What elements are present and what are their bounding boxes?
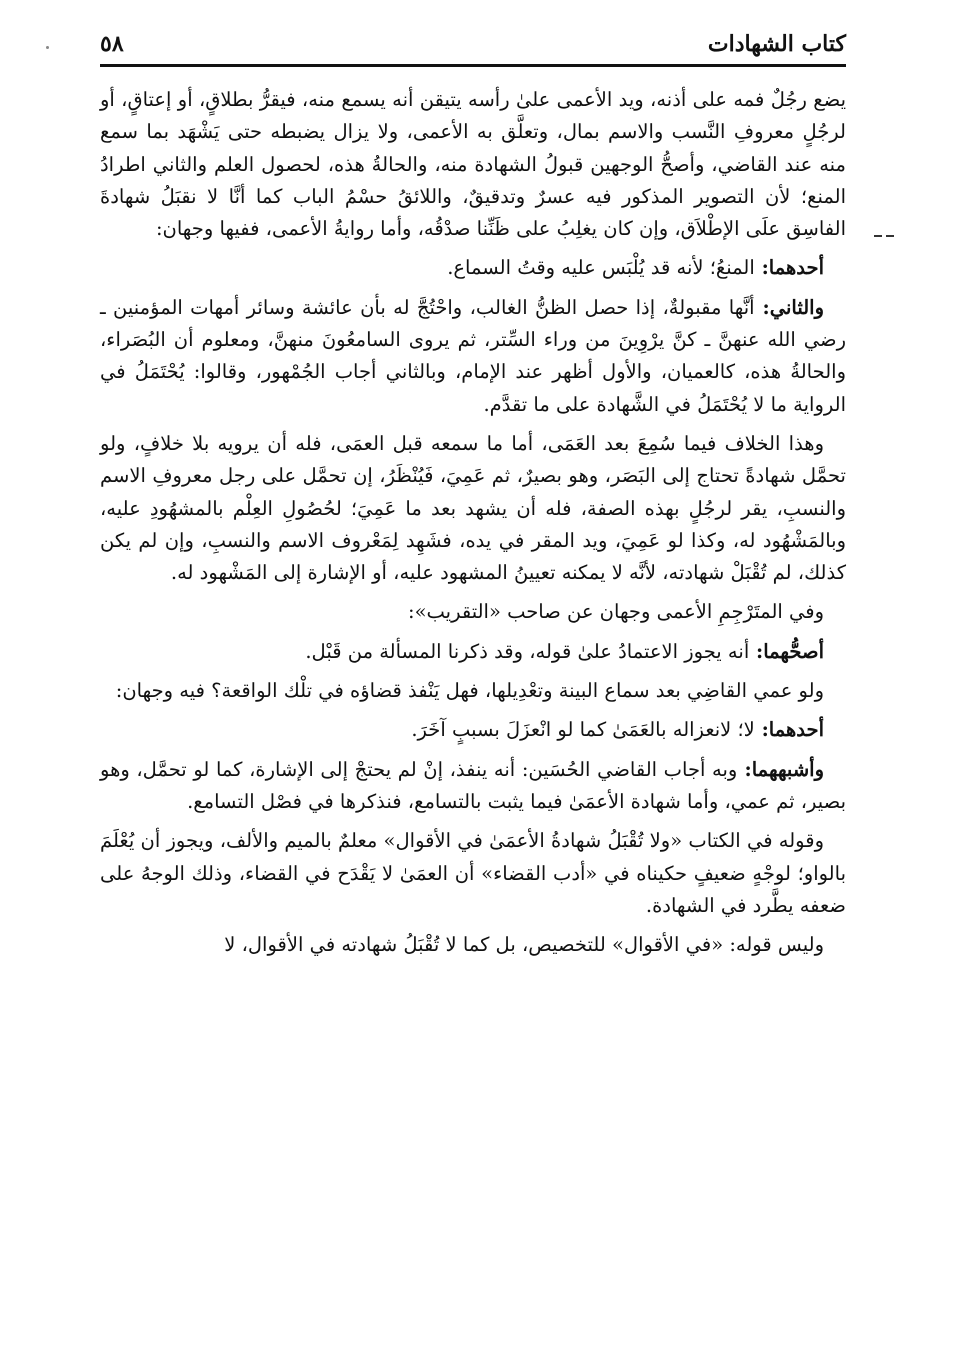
paragraph-9 — [100, 754, 846, 819]
paragraph-3 — [100, 292, 846, 421]
paragraph-10 — [100, 825, 846, 922]
paragraph-11 — [100, 929, 846, 961]
paragraph-text: وقوله في الكتاب «ولا تُقْبَلُ شهادةُ الأعمَىٰ في الأقوال» معلمٌ بالميم والألف، ويجوز أن يُعْلَمَ بالواو؛ لوجْهٍ ضعيفٍ حكيناه في «أدب القضاء» أن العمَىٰ لا يَقْدَح في القضاء، وذلك الوجهُ على ضعفه يطَّرد في الشهادة. — [100, 829, 846, 917]
paragraph-lead: أحدهما: — [754, 718, 824, 742]
paragraph-text: أنَّها مقبولةٌ، إذا حصل الظنُّ الغالب، واحْتُجَّ له بأن عائشة وسائر أمهات المؤمنين ـ رضي الله عنهنَّ ـ كنَّ يرْوِينَ من وراء السِّتر، ثم يروى السامعُونَ منهنَّ، ومعلوم أن البُصَراء، والحالةُ هذه، كالعميان، والأول أظهر عند الإمام، وبالثاني أجاب الجُمْهور، وقالوا: يُحْتَمَلُ في الرواية ما لا يُحْتَمَلُ في الشَّهادة على ما تقدَّم. — [100, 295, 846, 416]
paragraph-text: وهذا الخلاف فيما سُمِعَ بعد العَمَى، أما ما سمعه قبل العمَى، فله أن يرويه بلا خلافٍ، ولو تحمَّل شهادةً تحتاج إلى البَصَر، وهو بصيرٌ، ثم عَمِيَ، فَيُنْظَرُ، إن تحمَّل على رجل معروفِ الاسم والنسبِ، يقر لرجُلٍ بهذه الصفة، فله أن يشهد بعد ما عَمِيَ؛ لحُصُولِ العِلْم بالمشهُودِ عليه، وبالمَشْهُود له، وكذا لو عَمِيَ، ويد المقر في يده، فشَهِد لِمَعْروف الاسم والنسبِ، وإن لم يكن كذلك، لم تُقْبَلْ شهادته، لأنَّه لا يمكنه تعيينُ المشهود عليه، أو الإشارة إلى المَشْهود له. — [100, 431, 846, 585]
paragraph-2 — [100, 252, 846, 284]
paragraph-4 — [100, 428, 846, 589]
paragraph-7 — [100, 675, 846, 707]
paragraph-5 — [100, 596, 846, 628]
paragraph-1 — [100, 84, 846, 245]
margin-mark — [872, 228, 912, 248]
paragraph-text: ولو عمي القاضِي بعد سماع البينة وتعْدِيلها، فهل يَنْفذ قضاؤه في تلْك الواقعة؟ فيه وجهان: — [115, 679, 824, 703]
paragraph-text: لا؛ لانعزاله بالعَمَىٰ كما لو انْعزَلَ بسببٍ آخَرَ. — [411, 718, 755, 742]
paragraph-lead: وأشبههما: — [737, 757, 824, 781]
paragraph-lead: أحدهما: — [754, 256, 824, 280]
book-title: كتاب الشهادات — [707, 31, 846, 57]
paragraph-lead: والثاني: — [754, 295, 824, 319]
paragraph-text: يضع رجُلٌ فمه على أذنه، ويد الأعمى علىٰ رأسه يتيقن أنه يسمع منه، فيقرُّ بطلاقٍ، أو إعتاقٍ، أو لرجُلٍ معروفِ النَّسب والاسم بمال، وتعلَّق به الأعمى، ولا يزال يضبطه حتى يَشْهَد بما سمع منه عند القاضي، وأصحُّ الوجهين قبولُ الشهادة منه، والحالةُ هذه، لحصول العلم والثاني اطرادُ المنع؛ لأن التصوير المذكور فيه عسرٌ وتدقيقٌ، واللائقُ حسْمُ الباب كما أنَّا لا نقبَلُ شهادةَ الفاسِق علَى الإطْلاَق، وإن كان يغلِبُ على ظَنِّنا صدْقُه، وأما روايةُ الأعمى، ففيها وجهان: — [100, 88, 846, 241]
corner-dot — [46, 46, 49, 49]
running-header — [100, 24, 846, 67]
paragraph-text: أنه يجوز الاعتمادُ علىٰ قوله، وقد ذكرنا المسألة من قَبْل. — [305, 639, 750, 663]
paragraph-text: المنعُ؛ لأنه قد يُلْبَس عليه وقتُ السماع. — [447, 256, 755, 280]
paragraph-lead: أصحُّهما: — [749, 639, 824, 663]
main-text — [100, 84, 846, 968]
paragraph-text: وبه أجاب القاضي الحُسَين: أنه ينفذ، إنْ لم يحتجْ إلى الإشارة، كما لو تحمَّل، وهو بصير، ثم عمي، وأما شهادة الأعمَىٰ فيما يثبت بالتسامع، فنذكرها في فصْل التسامع. — [100, 757, 846, 813]
paragraph-6 — [100, 636, 846, 668]
page-number: ٥٨ — [100, 31, 124, 57]
paragraph-text: وليس قوله: «في الأقوال» للتخصيص، بل كما لا تُقْبَلُ شهادته في الأقوال، لا — [224, 933, 824, 957]
paragraph-text: وفي المتَرْجِمِ الأعمى وجهان عن صاحب «التقريب»: — [408, 600, 824, 624]
paragraph-8 — [100, 714, 846, 746]
